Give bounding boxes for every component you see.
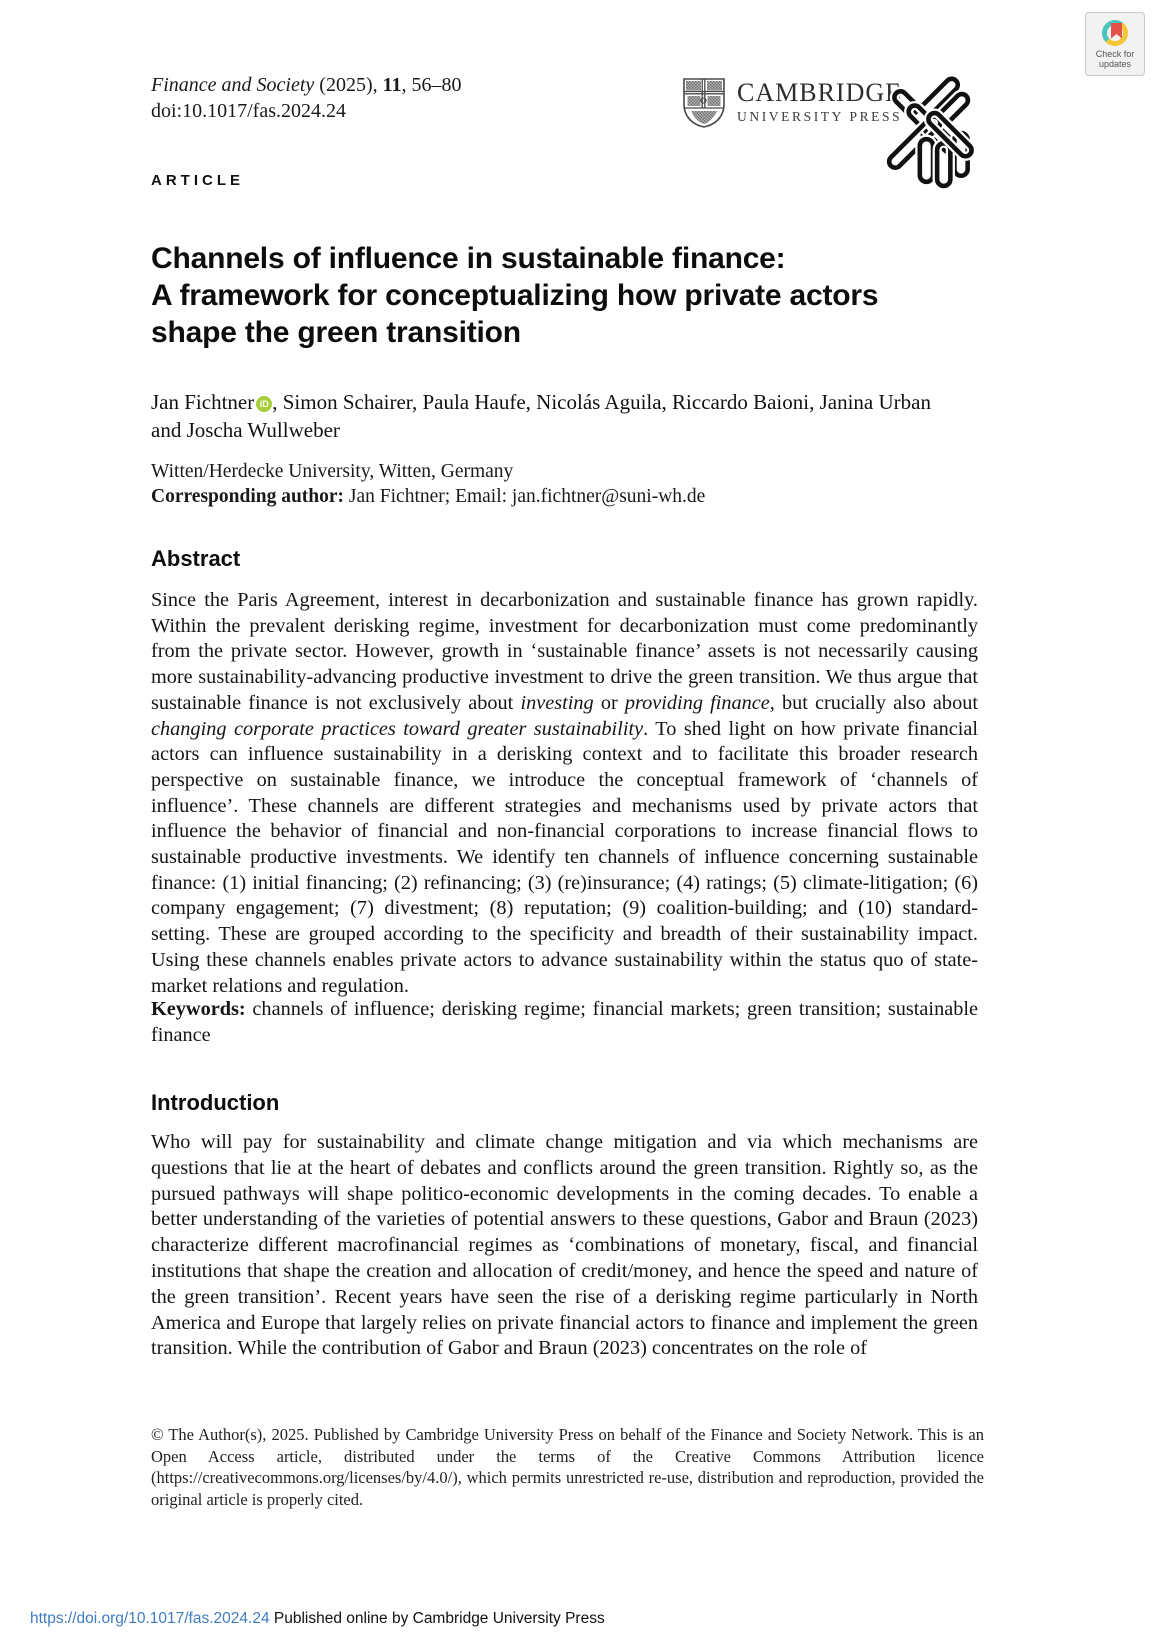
journal-citation-line1: Finance and Society (2025), 11, 56–80 [151, 74, 462, 96]
cambridge-logo [683, 78, 902, 133]
keywords-label: Keywords: [151, 998, 246, 1020]
affiliation: Witten/Herdecke University, Witten, Germany [151, 461, 514, 482]
author-list [151, 388, 991, 444]
article-title [151, 240, 991, 351]
title-line-1: Channels of influence in sustainable finance: [151, 242, 786, 275]
introduction-body: Who will pay for sustainability and climate change mitigation and via which mechanisms are questions that lie at the heart of debates and conflicts around the green transition. Rightly so, as the pursued pathways will shape politico-economic developments in the coming decades. To enable a better understanding of the varieties of potential answers to these questions, Gabor and Braun (2023) characterize different macrofinancial regimes as ‘combinations of monetary, fiscal, and financial institutions that shape the creation and allocation of credit/money, and hence the speed and nature of the green transition’. Recent years have seen the rise of a derisking regime particularly in North America and Europe that largely relies on private financial actors to finance and implement the green transition. While the contribution of Gabor and Braun (2023) concentrates on the role of [151, 1131, 978, 1360]
corresponding-text: Jan Fichtner; Email: jan.fichtner@suni-wh.de [344, 486, 706, 507]
crossmark-icon [1102, 20, 1128, 46]
footer-text: Published online by Cambridge University Press [269, 1610, 605, 1627]
check-for-updates-badge[interactable] [1085, 12, 1145, 76]
title-line-3: shape the green transition [151, 316, 521, 349]
title-line-2: A framework for conceptualizing how private actors [151, 279, 879, 312]
journal-name: Finance and Society [151, 74, 315, 96]
author-first: Jan Fichtner [151, 390, 255, 414]
cambridge-name: CAMBRIDGE [737, 78, 903, 107]
keywords-text: channels of influence; derisking regime; financial markets; green transition; sustainable finance [151, 998, 978, 1046]
orcid-icon[interactable]: iD [256, 396, 272, 412]
license-footnote: © The Author(s), 2025. Published by Cambridge University Press on behalf of the Finance and Society Network. This is an Open Access article, distributed under the terms of the Creative Commons Attribution licence (https://creativecommons.org/licenses/by/4.0/), which permits unrestricted re-use, distribution and reproduction, provided the original article is properly cited. [151, 1425, 984, 1509]
keywords-line [151, 997, 978, 1048]
cambridge-shield-icon [683, 78, 725, 133]
doi-link[interactable]: https://doi.org/10.1017/fas.2024.24 [30, 1610, 270, 1627]
abstract-italic-3: changing corporate practices toward greater sustainability [151, 717, 644, 740]
journal-citation [151, 72, 462, 124]
author-rest: , Simon Schairer, Paula Haufe, Nicolás Aguila, Riccardo Baioni, Janina Urban [272, 390, 931, 414]
cambridge-subname: UNIVERSITY PRESS [737, 109, 903, 124]
doi-line: doi:10.1017/fas.2024.24 [151, 100, 346, 122]
abstract-heading: Abstract [151, 546, 241, 571]
abstract-body: Since the Paris Agreement, interest in decarbonization and sustainable finance has grown rapidly. Within the prevalent derisking regime, investment for decarbonization must come predominantly from the private sector. However, growth in ‘sustainable finance’ assets is not necessarily causing more sustainability-advancing productive investment to drive the green transition. We thus argue that sustainable finance is not exclusively about investing or providing finance, but crucially also about changing corporate practices toward greater sustainability. To shed light on how private financial actors can influence sustainability in a derisking context and to facilitate this broader research perspective on sustainable finance, we introduce the conceptual framework of ‘channels of influence’. These channels are different strategies and mechanisms used by private actors that influence the behavior of financial and non-financial corporations to increase financial flows to sustainable productive investments. We identify ten channels of influence concerning sustainable finance: (1) initial financing; (2) refinancing; (3) (re)insurance; (4) ratings; (5) climate-litigation; (6) company engagement; (7) divestment; (8) reputation; (9) coalition-building; and (10) standard-setting. These are grouped according to the specificity and breadth of their sustainability impact. Using these channels enables private actors to advance sustainability within the status quo of state-market relations and regulation. [151, 589, 978, 997]
page-footer [30, 1610, 605, 1628]
abstract-italic-1: investing [520, 691, 594, 714]
corresponding-author-line [151, 484, 991, 509]
check-updates-label: Check for updates [1095, 48, 1135, 69]
article-type-label: ARTICLE [151, 172, 244, 189]
crossmark-bookmark-icon [1111, 23, 1122, 39]
author-last-line: and Joscha Wullweber [151, 418, 340, 442]
abstract-italic-2: providing finance, [624, 691, 775, 714]
finance-society-knot-logo [878, 76, 982, 190]
introduction-heading: Introduction [151, 1090, 280, 1115]
volume-number: 11 [382, 74, 402, 96]
corresponding-label: Corresponding author: [151, 486, 345, 507]
